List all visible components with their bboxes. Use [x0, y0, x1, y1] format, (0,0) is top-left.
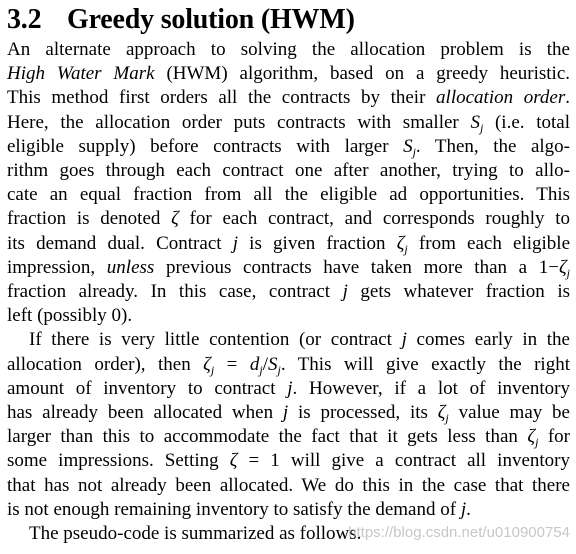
math-base: j	[232, 232, 238, 254]
text-line	[7, 183, 570, 206]
text-run: some impressions. Setting	[7, 450, 230, 472]
text-run: that has not already been allocated. We do this in the case that there	[7, 474, 570, 496]
text-run: fraction already. In this case, contract	[7, 281, 343, 302]
text-line	[7, 135, 570, 158]
math-symbol	[268, 354, 281, 375]
math-base: j	[401, 329, 407, 351]
math-symbol	[397, 233, 408, 254]
math-base: j	[460, 498, 467, 520]
math-base: S	[403, 135, 413, 157]
text-line	[7, 377, 570, 400]
text-run: gets whatever fraction is	[347, 281, 571, 302]
math-base: ζ	[229, 450, 238, 472]
text-line	[7, 232, 570, 255]
text-run: larger than this to accommodate the fact that it gets less than	[7, 426, 528, 448]
text-run: (HWM) algorithm, based on a greedy heuristic.	[154, 63, 571, 85]
text-line	[7, 256, 570, 279]
text-line	[7, 328, 570, 351]
text-run: comes early in the	[406, 329, 570, 351]
text-run: = 1 will give a contract all inventory	[237, 450, 570, 472]
math-base: j	[342, 281, 348, 302]
math-base: ζ	[396, 232, 405, 254]
section-number: 3.2	[7, 4, 42, 35]
math-base: ζ	[558, 256, 567, 278]
text-run: rithm goes through each contract one after another, trying to allo-	[7, 160, 570, 181]
text-run: (i.e. total	[483, 111, 570, 133]
text-run: value may be	[448, 402, 570, 423]
text-run: The pseudo-code is summarized as follows.	[29, 523, 362, 544]
emphasis-text: High Water Mark	[7, 63, 155, 85]
text-line	[7, 280, 570, 303]
text-run: from each eligible	[407, 232, 571, 254]
math-base: j	[282, 402, 289, 423]
text-run: for	[538, 426, 571, 448]
text-run: allocation order), then	[7, 353, 204, 375]
text-line	[7, 498, 570, 521]
math-symbol	[438, 402, 449, 423]
math-subscript: j	[259, 362, 263, 377]
text-line	[7, 111, 570, 134]
math-subscript: j	[535, 435, 539, 450]
text-line	[7, 425, 570, 448]
text-line	[7, 62, 570, 85]
text-run: . Then, the algo-	[415, 135, 570, 157]
text-run: /	[262, 353, 268, 375]
math-symbol	[470, 112, 483, 133]
text-line	[7, 207, 570, 230]
text-run: impression,	[7, 256, 107, 278]
text-run: its demand dual. Contract	[7, 232, 233, 254]
text-run: amount of inventory to contract	[7, 377, 288, 399]
text-run: previous contracts have taken more than a 1−	[154, 256, 559, 278]
math-symbol	[559, 257, 570, 278]
text-run: cate an equal fraction from all the eligible ad opportunities. This	[7, 184, 570, 206]
text-run: fraction is denoted	[7, 208, 172, 230]
math-subscript: j	[479, 120, 484, 135]
text-run: An alternate approach to solving the allocation problem is the	[7, 39, 570, 60]
math-base: ζ	[171, 208, 179, 230]
text-run: =	[214, 353, 250, 375]
math-subscript: j	[277, 362, 281, 377]
math-symbol	[403, 136, 416, 157]
math-base: S	[267, 353, 278, 375]
text-line	[7, 449, 570, 472]
math-base: ζ	[527, 426, 536, 448]
math-base: ζ	[437, 402, 446, 423]
text-run: is given fraction	[238, 232, 397, 254]
emphasis-text: unless	[106, 256, 155, 278]
text-line	[7, 86, 570, 109]
text-run: . However, if a lot of inventory	[292, 377, 570, 399]
math-symbol	[171, 208, 179, 229]
math-subscript: j	[445, 411, 449, 425]
text-run: has already been allocated when	[7, 402, 283, 423]
text-line	[7, 474, 570, 497]
text-run: eligible supply) before contracts with larger	[7, 135, 404, 157]
watermark: https://blog.csdn.net/u010900754	[348, 524, 570, 541]
section-heading	[7, 3, 355, 37]
text-run: .	[565, 87, 570, 109]
text-run: .	[466, 498, 471, 520]
math-base: ζ	[203, 353, 211, 375]
math-base: j	[287, 377, 293, 399]
text-line	[7, 401, 570, 424]
math-base: d	[249, 353, 260, 375]
text-run: . This will give exactly the right	[280, 353, 570, 375]
emphasis-text: allocation order	[436, 87, 566, 109]
text-run: If there is very little contention (or contract	[29, 329, 402, 351]
text-run: for each contract, and corresponds roughly to	[178, 208, 570, 230]
text-run: This method first orders all the contracts by their	[7, 87, 437, 109]
text-run: left (possibly 0).	[7, 305, 133, 327]
text-line	[7, 159, 570, 182]
math-subscript: j	[566, 265, 571, 280]
text-run: Here, the allocation order puts contracts with smaller	[7, 111, 471, 133]
math-symbol	[250, 354, 263, 375]
math-subscript: j	[404, 241, 408, 256]
text-line	[7, 304, 570, 327]
text-line	[7, 353, 570, 376]
math-base: S	[470, 111, 480, 133]
math-symbol	[203, 354, 214, 375]
text-run: is not enough remaining inventory to satisfy the demand of	[7, 498, 461, 520]
math-subscript: j	[412, 144, 416, 159]
math-subscript: j	[210, 362, 215, 377]
text-line	[7, 38, 570, 61]
text-run: is processed, its	[288, 402, 438, 423]
section-title: Greedy solution (HWM)	[67, 4, 355, 35]
math-symbol	[527, 426, 539, 450]
